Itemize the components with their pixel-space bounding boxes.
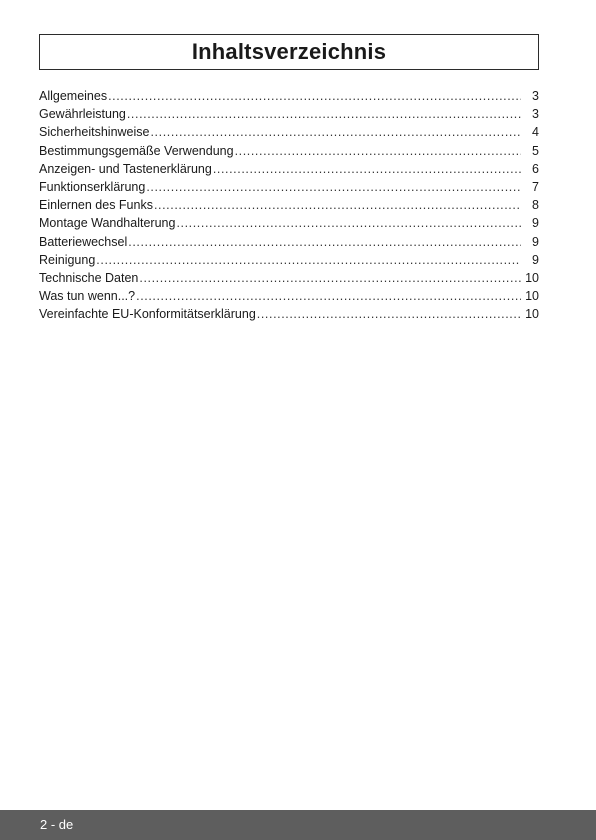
toc-entry-page: 9 (532, 216, 539, 231)
toc-entry-label: Was tun wenn...? (39, 289, 136, 304)
toc-entry-label: Gewährleistung (39, 107, 126, 122)
toc-leader-dots (96, 251, 521, 269)
toc-entry[interactable] (39, 105, 539, 123)
toc-leader-dots (108, 87, 521, 105)
toc-leader-dots (136, 287, 521, 305)
toc-leader-dots (146, 178, 521, 196)
toc-entry-label: Einlernen des Funks (39, 198, 153, 213)
toc-entry-page: 9 (532, 252, 539, 267)
toc-leader-dots (150, 123, 521, 141)
toc-entry-page: 3 (532, 107, 539, 122)
toc-entry[interactable] (39, 87, 539, 105)
page-title: Inhaltsverzeichnis (191, 39, 387, 64)
toc-entry-label: Reinigung (39, 252, 96, 267)
toc-entry[interactable] (39, 160, 539, 178)
toc-entry-page: 3 (532, 89, 539, 103)
toc-entry-label: Batteriewechsel (39, 234, 128, 249)
toc-entry[interactable] (39, 305, 539, 323)
toc-entry-label: Bestimmungsgemäße Verwendung (39, 143, 234, 158)
toc-entry[interactable] (39, 178, 539, 196)
toc-leader-dots (127, 105, 521, 123)
toc-leader-dots (257, 305, 521, 323)
toc-entry[interactable] (39, 269, 539, 287)
toc-entry[interactable] (39, 233, 539, 251)
toc-leader-dots (154, 196, 521, 214)
toc-entry-page: 7 (532, 179, 539, 194)
toc-entry[interactable] (39, 123, 539, 141)
toc-entry-page: 9 (532, 234, 539, 249)
toc-entry-page: 10 (525, 307, 539, 322)
toc-entry-label: Funktionserklärung (39, 179, 146, 194)
toc-leader-dots (235, 142, 521, 160)
toc-leader-dots (213, 160, 521, 178)
toc-leader-dots (176, 214, 521, 232)
title-box (39, 34, 539, 70)
toc-entry-label: Sicherheitshinweise (39, 125, 150, 140)
toc-entry-label: Allgemeines (39, 89, 108, 103)
toc-entry-label: Technische Daten (39, 270, 139, 285)
toc-entry-label: Montage Wandhalterung (39, 216, 176, 231)
toc-entry-page: 6 (532, 161, 539, 176)
toc-entry-page: 10 (525, 270, 539, 285)
toc-leader-dots (139, 269, 521, 287)
toc-entry-page: 8 (532, 198, 539, 213)
toc-entry[interactable] (39, 251, 539, 269)
toc-entry-page: 4 (532, 125, 539, 140)
page-footer (0, 810, 596, 840)
toc-entry-label: Vereinfachte EU-Konformitätserklärung (39, 307, 256, 322)
table-of-contents (39, 87, 539, 323)
toc-entry[interactable] (39, 287, 539, 305)
toc-entry-label: Anzeigen- und Tastenerklärung (39, 161, 212, 176)
toc-entry-page: 10 (525, 289, 539, 304)
toc-entry[interactable] (39, 142, 539, 160)
page-number: 2 - de (40, 817, 74, 832)
toc-leader-dots (128, 233, 521, 251)
toc-entry-page: 5 (532, 143, 539, 158)
toc-entry[interactable] (39, 196, 539, 214)
toc-entry[interactable] (39, 214, 539, 232)
